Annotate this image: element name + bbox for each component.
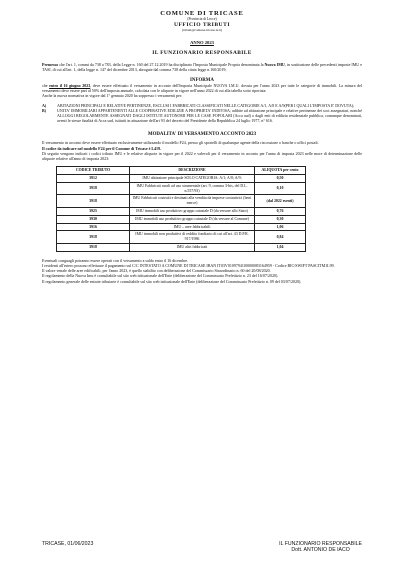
table-header-row [57, 167, 306, 175]
table-cell-code: 3918 [57, 182, 130, 195]
table-row [57, 231, 306, 244]
signatory-name: Dott. ANTONIO DE IACO [291, 547, 350, 553]
table-cell-rate: 0,76 [255, 207, 306, 215]
table-cell-code: 3918 [57, 243, 130, 251]
closing-paragraph: Il regolamento generale delle entrate tributarie è consultabile sul sito web istituzionale dell'Ente (deliberazione del Commissario Prefettizio n. 09 del 03/07/2020). [42, 278, 302, 284]
table-cell-description: IMU Fabbricati costruiti e destinati alla vendita da imprese costruttrici (beni merce) [130, 195, 255, 208]
notice-document [42, 10, 362, 553]
list-item-text: UNITA' IMMOBILIARI APPARTENENTI ALLE COOPERATIVE EDILIZIE A PROPRIETA' INDIVISA, adibite ad abitazione principale e relative pertinenze dei soci assegnatari, nonché ALLOGGI REGOLARMENTE ASSEGNATI DAGLI ISTITUTI AUTONOMI PER LE CASE POPOLARI (Acca sud) o dagli enti di edilizia residenziale pubblica, comunque denominati, aventi le stesse finalità di Acca sud, istituiti in attuazione dell'art 93 del decreto del Presidente della Repubblica 24 luglio 1977, n° 616. [57, 107, 362, 124]
closing-notes [42, 258, 362, 284]
table-cell-description: IMU immobili uso produttivo gruppo catastale D (da versare allo Stato) [130, 207, 255, 215]
table-cell-description: IMU abitazione principale SOLO CATEGORIA: A/1; A/8; A/9; [130, 174, 255, 182]
closing-paragraph: I residenti all'estero possono effettuare il pagamento sul C/C INTESTATO A COMUNE DI TRICASE IBAN IT03V0109794100000083164959 - Codice BIC/SWIFT PASCITM1L99. [42, 262, 335, 268]
premesso-text: che l'art. 1, commi da 738 a 783, della Legge n. 160 del 27.12.2019 ha disciplinato l'Imposta Municipale Propria denominata la [58, 61, 265, 67]
premesso-text-2: , in sostituzione delle precedenti imposte IMU e TASI, di cui all'art. 1, della legge n. 147 del dicembre 2013, abrogate dal comma 738 della citata legge n.160/2019; [42, 61, 362, 72]
informa-lead: che [42, 82, 50, 88]
document-title: IL FUNZIONARIO RESPONSABILE [152, 49, 252, 56]
document-header [42, 10, 362, 33]
list-item-label: B) [42, 107, 46, 113]
informa-heading: INFORMA [190, 77, 214, 83]
table-row [57, 243, 306, 251]
closing-paragraph: Il valore venale delle aree edificabili, per l'anno 2023, è quello stabilito con deliberazione del Commissario Straordinario n. 60 del 20/08/2020. [42, 268, 271, 274]
modalita-paragraph-2: Il codice da indicare nel modello F24 per il Comune di Tricase è L419. [42, 145, 162, 151]
table-cell-code: 3916 [57, 223, 130, 231]
table-cell-description: IMU Fabbricati rurali ad uso strumentale (art. 9, comma 3-bis, del D.L. n.557/93) [130, 182, 255, 195]
informa-paragraph [42, 83, 362, 93]
office-email: (tributi@comune.tricase.le.it) [181, 28, 223, 32]
list-item-label: A) [42, 102, 47, 108]
table-row [57, 207, 306, 215]
premesso-bold: Nuova IMU [264, 61, 285, 67]
table-cell-rate: 1,04 [255, 243, 306, 251]
column-header-description: DESCRIZIONE [130, 167, 255, 175]
closing-paragraph: Il regolamento della Nuova Imu è consultabile sul sito web istituzionale dell'Ente (deliberazione del Commissario Prefettizio n. 23 del 16/07/2020). [42, 273, 279, 279]
table-cell-rate: (dal 2022 esenti) [255, 195, 306, 208]
year-heading: ANNO 2023 [190, 39, 214, 45]
table-cell-rate: 0,10 [255, 182, 306, 195]
municipality-name: COMUNE DI TRICASE [160, 10, 244, 17]
table-cell-code: 3930 [57, 215, 130, 223]
table-row [57, 174, 306, 182]
table-cell-code: 3912 [57, 174, 130, 182]
column-header-rate: ALIQUOTA per cento [255, 167, 306, 175]
table-row [57, 182, 306, 195]
table-cell-rate: 1,06 [255, 223, 306, 231]
table-cell-description: IMU altri fabbricati [130, 243, 255, 251]
signatory-role: IL FUNZIONARIO RESPONSABILE [279, 541, 362, 547]
table-cell-description: IMU immobili non produttivi di reddito fondiario di cui all'art. 43 D.P.R. 917/1986 [130, 231, 255, 244]
table-cell-description: IMU immobili uso produttivo gruppo catastale D (da versare al Comune) [130, 215, 255, 223]
province-line: (Provincia di Lecce) [187, 17, 217, 21]
table-cell-rate: 0,50 [255, 174, 306, 182]
table-cell-rate: 0,30 [255, 215, 306, 223]
premesso-lead: Premesso [42, 61, 59, 67]
table-row [57, 223, 306, 231]
table-cell-code: 3925 [57, 207, 130, 215]
modalita-paragraph-1: Il versamento in acconto deve essere effettuato esclusivamente utilizzando il modello F24, presso gli sportelli di qualunque agente della riscossione o banche o uffici postali. [42, 140, 319, 146]
modalita-heading: MODALITA' DI VERSAMENTO ACCONTO 2023 [147, 132, 257, 138]
premesso-paragraph [42, 62, 362, 72]
office-name: UFFICIO TRIBUTI [173, 21, 231, 28]
table-cell-code: 3918 [57, 231, 130, 244]
signatory-block [279, 541, 362, 553]
column-header-code: CODICE TRIBUTO [57, 167, 130, 175]
tax-codes-table [56, 166, 306, 252]
informa-deadline: entro il 16 giugno 2023 [49, 82, 91, 88]
table-row [57, 195, 306, 208]
informa-text: , deve essere effettuato il versamento in acconto dell'Imposta Municipale NUOVA I.M.U. dovuta per l'anno 2023 per tutte le categorie di immobili. La misura del versamento deve essere pari al 50% dell'imposta annuale, calcolata con le aliquote in vigore nell'anno 2022 di cui alla tabella sotto riportata. [42, 82, 362, 94]
table-cell-description: IMU – aree fabbricabili [130, 223, 255, 231]
table-cell-code: 3918 [57, 195, 130, 208]
closing-paragraph: Eventuali conguagli potranno essere operati con il versamento a saldo entro il 16 dicembre. [42, 257, 189, 263]
table-row [57, 215, 306, 223]
list-item-text: ABITAZIONI PRINCIPALI E RELATIVE PERTINENZE, ESCLUSI I FABBRICATI CLASSIFICATI NELLE CATEGORIE A/1, A/8 E A/9(PER I QUALI L'IMPOSTA E' DOVUTA); [57, 102, 355, 108]
list-item [42, 108, 362, 124]
exemptions-list [42, 103, 362, 124]
informa-note: Anche la nuova normativa in vigore dal 1° gennaio 2020 ha soppresso i versamenti per: [42, 93, 183, 99]
place-date: TRICASE, 01/06/2023 [42, 541, 94, 547]
modalita-paragraph-3: Di seguito vengono indicati i codici tributo IMU e le relative aliquote in vigore per il 2022 e valevoli per il versamento in acconto per l'anno di imposta 2023 nelle more di determinazione delle aliquote relative all'anno di imposta 2023: [42, 150, 362, 161]
table-cell-rate: 0,84 [255, 231, 306, 244]
